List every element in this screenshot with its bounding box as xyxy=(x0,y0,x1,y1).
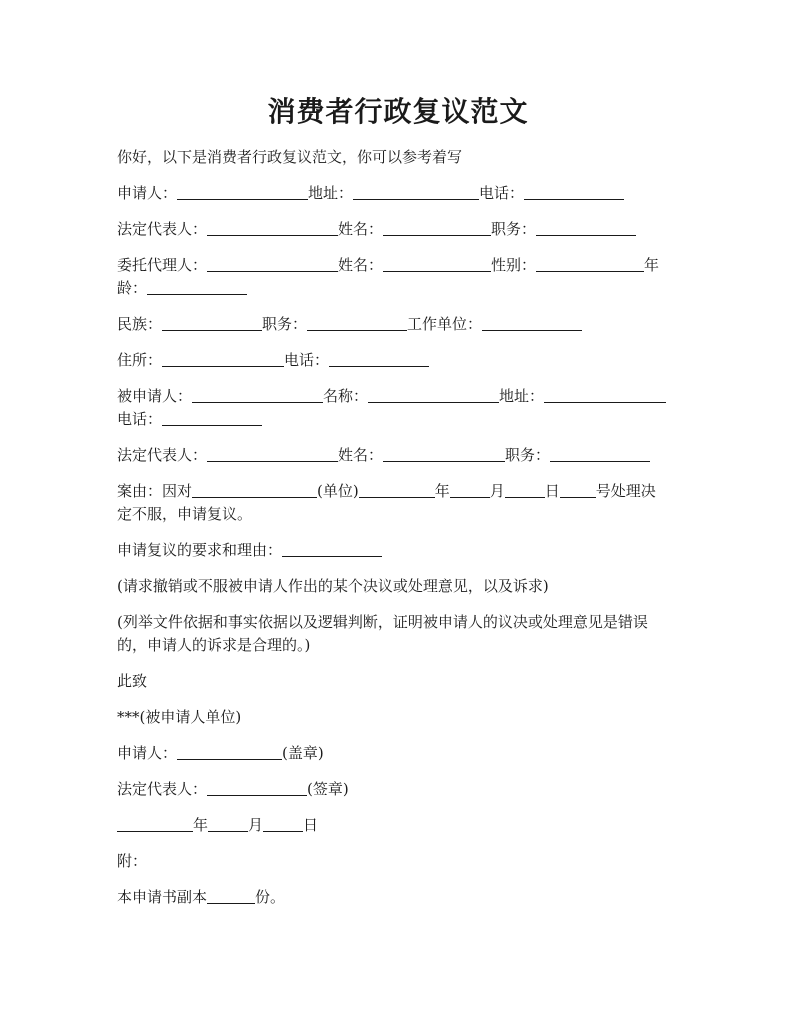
case-day-label: 日 xyxy=(544,482,560,500)
agent-gender-blank[interactable] xyxy=(536,255,644,272)
agent-line xyxy=(117,254,677,300)
ethnicity-label: 民族： xyxy=(117,315,163,333)
copies-blank[interactable] xyxy=(207,887,255,904)
residence-label: 住所： xyxy=(117,351,163,369)
sign-applicant-blank[interactable] xyxy=(177,743,282,760)
date-month-label: 月 xyxy=(248,816,264,834)
copies-suffix: 份。 xyxy=(255,888,286,906)
date-line xyxy=(117,814,677,837)
respondent-line xyxy=(117,385,677,431)
attachment-line: 附： xyxy=(117,852,148,870)
residence-line xyxy=(117,349,677,372)
residence-phone-blank[interactable] xyxy=(329,350,429,367)
sign-applicant-label: 申请人： xyxy=(117,744,178,762)
case-year-blank[interactable] xyxy=(359,481,435,498)
date-year-blank[interactable] xyxy=(117,815,193,832)
respondent-name-label: 名称： xyxy=(323,387,369,405)
legal-rep-label: 法定代表人： xyxy=(117,220,208,238)
applicant-label: 申请人： xyxy=(117,184,178,202)
legal-rep-line xyxy=(117,218,677,241)
request-blank[interactable] xyxy=(282,540,382,557)
request-line xyxy=(117,539,677,562)
note-reason: (列举文件依据和事实依据以及逻辑判断，证明被申请人的议决或处理意见是错误的，申请人的诉求是合理的。) xyxy=(117,613,648,654)
employer-blank[interactable] xyxy=(482,314,582,331)
respondent-label: 被申请人： xyxy=(117,387,193,405)
legal-rep-name-blank[interactable] xyxy=(383,219,491,236)
case-number-blank[interactable] xyxy=(560,481,596,498)
respondent-name-blank[interactable] xyxy=(368,386,499,403)
respondent-rep-name-blank[interactable] xyxy=(383,445,505,462)
applicant-blank[interactable] xyxy=(177,183,308,200)
copies-prefix: 本申请书副本 xyxy=(117,888,208,906)
date-month-blank[interactable] xyxy=(208,815,248,832)
respondent-rep-title-blank[interactable] xyxy=(550,445,650,462)
agent-name-blank[interactable] xyxy=(383,255,491,272)
agent-gender-label: 性别： xyxy=(491,256,537,274)
case-suffix-b: 定不服，申请复议。 xyxy=(117,505,253,523)
legal-rep-title-label: 职务： xyxy=(491,220,537,238)
respondent-address-label: 地址： xyxy=(499,387,545,405)
date-year-label: 年 xyxy=(193,816,209,834)
respondent-phone-blank[interactable] xyxy=(162,409,262,426)
respondent-blank[interactable] xyxy=(192,386,323,403)
case-day-blank[interactable] xyxy=(505,481,545,498)
employer-label: 工作单位： xyxy=(407,315,483,333)
applicant-address-blank[interactable] xyxy=(353,183,479,200)
respondent-rep-line xyxy=(117,444,677,467)
note-request: (请求撤销或不服被申请人作出的某个决议或处理意见，以及诉求) xyxy=(117,577,549,595)
case-month-label: 月 xyxy=(489,482,505,500)
residence-blank[interactable] xyxy=(162,350,284,367)
residence-phone-label: 电话： xyxy=(284,351,330,369)
ethnicity-title-blank[interactable] xyxy=(307,314,407,331)
legal-rep-name-label: 姓名： xyxy=(338,220,384,238)
document-body xyxy=(117,146,677,922)
case-unit-label: (单位) xyxy=(317,482,359,500)
sign-applicant-line xyxy=(117,742,677,765)
sign-rep-suffix: (签章) xyxy=(307,780,349,798)
respondent-rep-name-label: 姓名： xyxy=(338,446,384,464)
case-year-label: 年 xyxy=(434,482,450,500)
salutation: 此致 xyxy=(117,672,148,690)
case-unit-blank[interactable] xyxy=(192,481,317,498)
date-day-label: 日 xyxy=(303,816,319,834)
legal-rep-blank[interactable] xyxy=(207,219,338,236)
sign-rep-line xyxy=(117,778,677,801)
case-month-blank[interactable] xyxy=(450,481,490,498)
agent-age-label-a: 年 xyxy=(644,256,660,274)
sign-rep-blank[interactable] xyxy=(207,779,307,796)
ethnicity-line xyxy=(117,313,677,336)
sign-applicant-suffix: (盖章) xyxy=(282,744,324,762)
document-title: 消费者行政复议范文 xyxy=(267,95,529,128)
respondent-rep-blank[interactable] xyxy=(207,445,338,462)
intro-paragraph: 你好，以下是消费者行政复议范文，你可以参考着写 xyxy=(117,148,463,166)
agent-label: 委托代理人： xyxy=(117,256,208,274)
case-label: 案由：因对 xyxy=(117,482,193,500)
agent-age-label-b: 龄： xyxy=(117,279,148,297)
respondent-rep-label: 法定代表人： xyxy=(117,446,208,464)
sign-rep-label: 法定代表人： xyxy=(117,780,208,798)
request-label: 申请复议的要求和理由： xyxy=(117,541,283,559)
applicant-line xyxy=(117,182,677,205)
agent-age-blank[interactable] xyxy=(147,278,247,295)
agent-name-label: 姓名： xyxy=(338,256,384,274)
ethnicity-title-label: 职务： xyxy=(262,315,308,333)
case-suffix-a: 号处理决 xyxy=(595,482,656,500)
legal-rep-title-blank[interactable] xyxy=(536,219,636,236)
applicant-address-label: 地址： xyxy=(308,184,354,202)
applicant-phone-blank[interactable] xyxy=(524,183,624,200)
respondent-address-blank[interactable] xyxy=(544,386,666,403)
agent-blank[interactable] xyxy=(207,255,338,272)
case-line xyxy=(117,480,677,526)
date-day-blank[interactable] xyxy=(263,815,303,832)
respondent-phone-label: 电话： xyxy=(117,410,163,428)
copies-line xyxy=(117,886,677,909)
applicant-phone-label: 电话： xyxy=(479,184,525,202)
respondent-rep-title-label: 职务： xyxy=(505,446,551,464)
recipient: ***(被申请人单位) xyxy=(117,708,242,726)
ethnicity-blank[interactable] xyxy=(162,314,262,331)
